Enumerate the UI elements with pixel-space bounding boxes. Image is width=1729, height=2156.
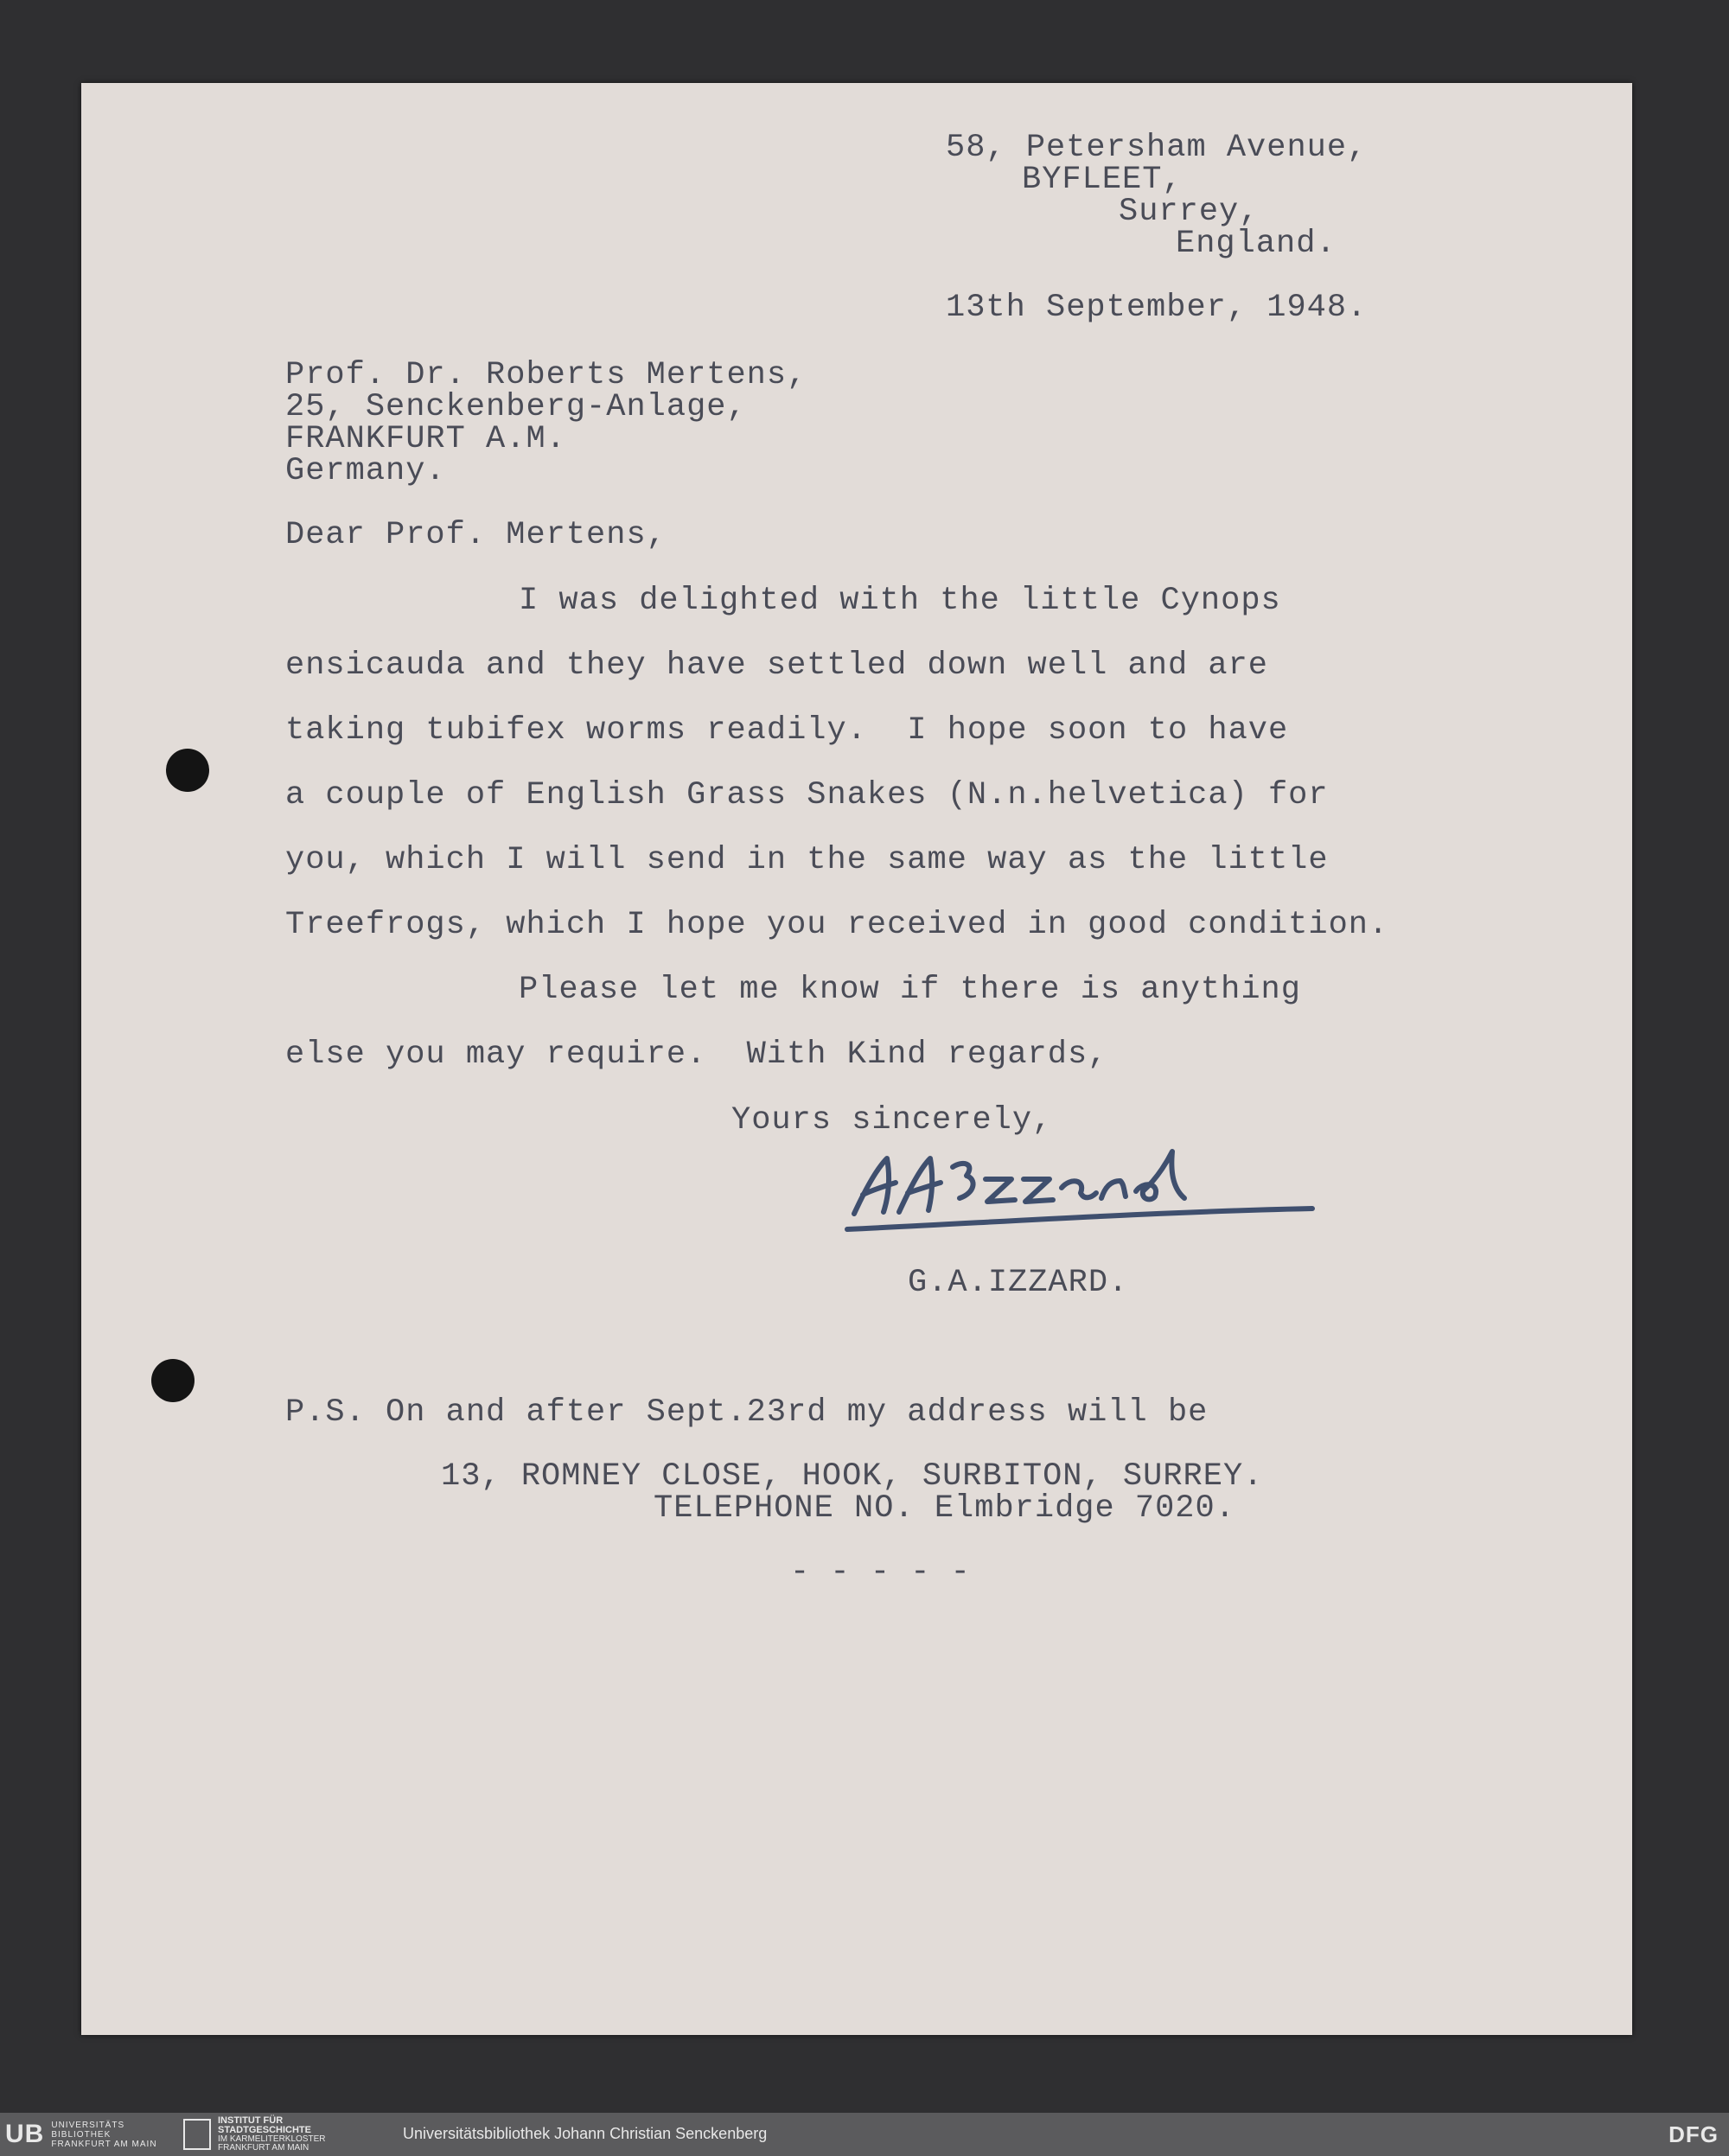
body-line-2: ensicauda and they have settled down well and are (285, 647, 1268, 684)
body-line-7: Please let me know if there is anything (519, 972, 1301, 1008)
sender-address-line-1: 58, Petersham Avenue, (946, 130, 1368, 166)
institut-logo-text: INSTITUT FÜR STADTGESCHICHTE IM KARMELITERKLOSTER FRANKFURT AM MAIN (218, 2115, 326, 2153)
ub-logo-mark: UB (5, 2120, 45, 2148)
library-credit: Universitätsbibliothek Johann Christian Senckenberg (403, 2125, 768, 2142)
sender-address-line-3: Surrey, (1119, 194, 1260, 230)
letter-date: 13th September, 1948. (946, 290, 1368, 326)
dfg-logo[interactable]: DFG (1668, 2121, 1719, 2147)
institut-logo[interactable] (183, 2115, 326, 2153)
body-line-3: taking tubifex worms readily. I hope soon to have (285, 712, 1289, 749)
recipient-line-3: FRANKFURT A.M. (285, 421, 566, 457)
punch-hole-lower (151, 1359, 195, 1402)
body-line-5: you, which I will send in the same way as the little (285, 842, 1329, 878)
recipient-line-1: Prof. Dr. Roberts Mertens, (285, 357, 807, 393)
telephone: TELEPHONE NO. Elmbridge 7020. (654, 1490, 1235, 1527)
recipient-line-4: Germany. (285, 453, 446, 489)
sender-address-line-2: BYFLEET, (1022, 162, 1183, 198)
punch-hole-upper (166, 749, 209, 792)
body-line-8: else you may require. With Kind regards, (285, 1037, 1108, 1073)
signatory-name: G.A.IZZARD. (908, 1265, 1129, 1301)
viewer-footer-bar (0, 2113, 1729, 2156)
body-line-6: Treefrogs, which I hope you received in good condition. (285, 907, 1389, 943)
recipient-line-2: 25, Senckenberg-Anlage, (285, 389, 747, 425)
end-mark: - - - - - (790, 1554, 971, 1591)
salutation: Dear Prof. Mertens, (285, 517, 667, 553)
new-address: 13, ROMNEY CLOSE, HOOK, SURBITON, SURREY. (441, 1458, 1264, 1495)
ub-library-logo[interactable] (5, 2118, 157, 2151)
closing: Yours sincerely, (731, 1102, 1053, 1139)
body-line-1: I was delighted with the little Cynops (519, 583, 1281, 619)
institut-logo-icon (183, 2119, 211, 2150)
ub-logo-text: UNIVERSITÄTS BIBLIOTHEK FRANKFURT AM MAIN (51, 2120, 157, 2149)
body-line-4: a couple of English Grass Snakes (N.n.helvetica) for (285, 777, 1329, 813)
sender-address-line-4: England. (1176, 226, 1337, 262)
handwritten-signature (839, 1139, 1323, 1234)
postscript: P.S. On and after Sept.23rd my address will be (285, 1394, 1209, 1431)
